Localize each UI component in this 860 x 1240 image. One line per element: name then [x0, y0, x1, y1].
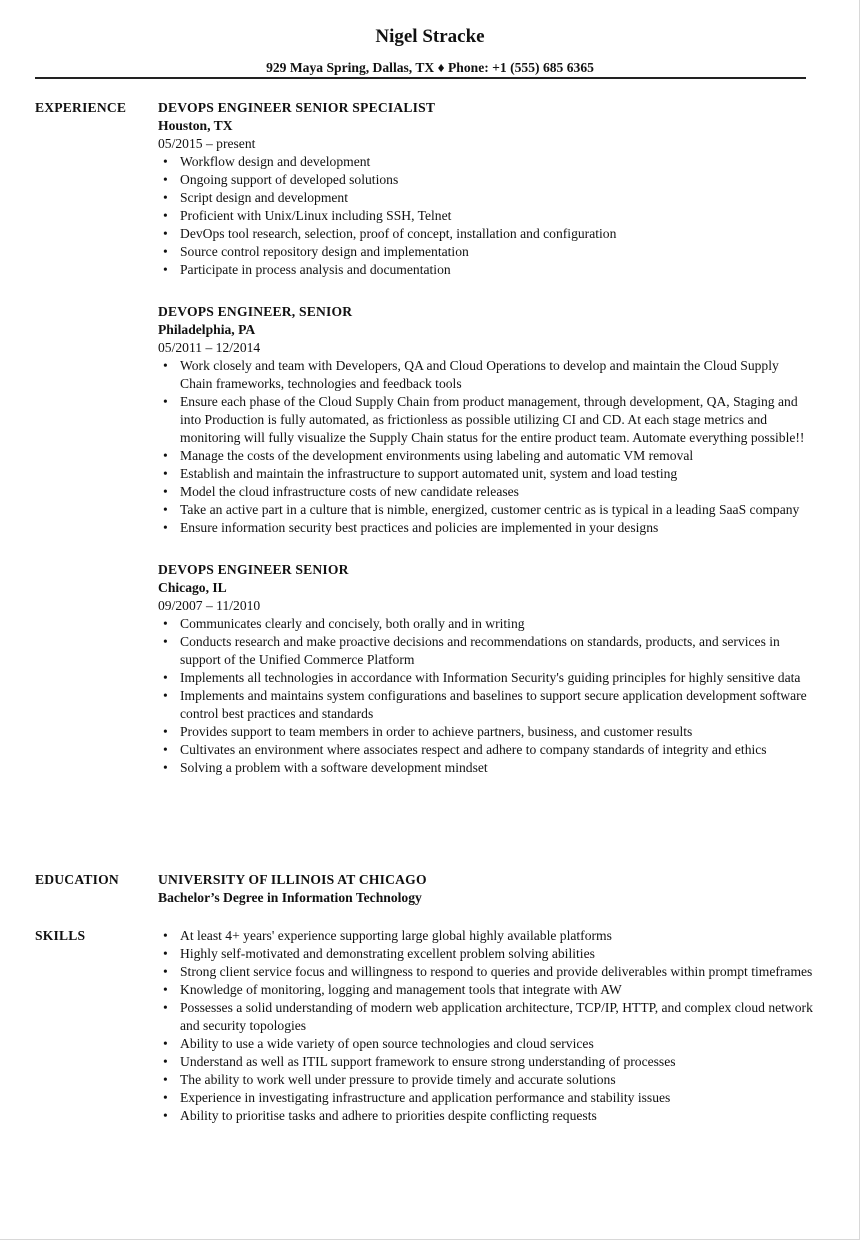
job-bullets: [158, 615, 814, 777]
school-name: UNIVERSITY OF ILLINOIS AT CHICAGO: [158, 872, 427, 887]
job-title: DEVOPS ENGINEER SENIOR SPECIALIST: [158, 100, 436, 115]
education-heading: EDUCATION: [35, 872, 119, 887]
list-item: • Take an active part in a culture that is nimble, energized, customer centric as is typical in a leading SaaS company: [180, 501, 814, 519]
job-entry: [158, 303, 814, 537]
list-item: • Ensure each phase of the Cloud Supply Chain from product management, through development, QA, Staging and into Production is fully automated, as frictionless as possible utilizing CI and CD. At each stage metrics and monitoring will fully visualize the Supply Chain status for the entire product team. Automate everything possible!!: [180, 393, 814, 447]
list-item: • The ability to work well under pressure to provide timely and accurate solutions: [180, 1071, 814, 1089]
list-item: • Strong client service focus and willingness to respond to queries and provide deliverables within prompt timeframes: [180, 963, 814, 981]
list-item: • Experience in investigating infrastructure and application performance and stability issues: [180, 1089, 814, 1107]
contact-line: 929 Maya Spring, Dallas, TX ♦ Phone: +1 (555) 685 6365: [266, 60, 594, 75]
list-item: • Cultivates an environment where associates respect and adhere to company standards of integrity and ethics: [180, 741, 814, 759]
list-item: • Ability to prioritise tasks and adhere to priorities despite conflicting requests: [180, 1107, 814, 1125]
list-item: • DevOps tool research, selection, proof of concept, installation and configuration: [180, 225, 814, 243]
list-item: • Implements and maintains system configurations and baselines to support secure application development software control best practices and standards: [180, 687, 814, 723]
list-item: • Possesses a solid understanding of modern web application architecture, TCP/IP, HTTP, and complex cloud network and security topologies: [180, 999, 814, 1035]
skills-body: [158, 927, 814, 1125]
list-item: • Conducts research and make proactive decisions and recommendations on standards, products, and services in support of the Unified Commerce Platform: [180, 633, 814, 669]
education-body: [158, 871, 814, 907]
job-location: Chicago, IL: [158, 580, 227, 595]
experience-body: [158, 99, 814, 801]
list-item: • Highly self-motivated and demonstrating excellent problem solving abilities: [180, 945, 814, 963]
job-entry: [158, 561, 814, 777]
list-item: • Understand as well as ITIL support framework to ensure strong understanding of processes: [180, 1053, 814, 1071]
list-item: • Ensure information security best practices and policies are implemented in your designs: [180, 519, 814, 537]
list-item: • Manage the costs of the development environments using labeling and automatic VM removal: [180, 447, 814, 465]
list-item: • Workflow design and development: [180, 153, 814, 171]
list-item: • Script design and development: [180, 189, 814, 207]
skills-heading: SKILLS: [35, 928, 86, 943]
job-entry: [158, 99, 814, 279]
job-location: Houston, TX: [158, 118, 233, 133]
header-divider: [35, 77, 806, 79]
list-item: • Model the cloud infrastructure costs of new candidate releases: [180, 483, 814, 501]
list-item: • Work closely and team with Developers, QA and Cloud Operations to develop and maintain the Cloud Supply Chain frameworks, technologies and feedback tools: [180, 357, 814, 393]
job-location: Philadelphia, PA: [158, 322, 256, 337]
job-dates: 05/2015 – present: [158, 136, 256, 151]
job-dates: 05/2011 – 12/2014: [158, 340, 261, 355]
candidate-name: Nigel Stracke: [375, 26, 485, 47]
list-item: • Participate in process analysis and documentation: [180, 261, 814, 279]
list-item: • Provides support to team members in order to achieve partners, business, and customer results: [180, 723, 814, 741]
list-item: • Solving a problem with a software development mindset: [180, 759, 814, 777]
list-item: • Establish and maintain the infrastructure to support automated unit, system and load testing: [180, 465, 814, 483]
list-item: • At least 4+ years' experience supporting large global highly available platforms: [180, 927, 814, 945]
list-item: • Proficient with Unix/Linux including SSH, Telnet: [180, 207, 814, 225]
experience-heading: EXPERIENCE: [35, 100, 127, 115]
skills-list: [158, 927, 814, 1125]
list-item: • Implements all technologies in accordance with Information Security's guiding principles for highly sensitive data: [180, 669, 814, 687]
job-title: DEVOPS ENGINEER SENIOR: [158, 562, 349, 577]
job-bullets: [158, 153, 814, 279]
job-title: DEVOPS ENGINEER, SENIOR: [158, 304, 353, 319]
list-item: • Ongoing support of developed solutions: [180, 171, 814, 189]
list-item: • Communicates clearly and concisely, both orally and in writing: [180, 615, 814, 633]
list-item: • Source control repository design and implementation: [180, 243, 814, 261]
degree: Bachelor’s Degree in Information Technology: [158, 890, 422, 905]
list-item: • Knowledge of monitoring, logging and management tools that integrate with AW: [180, 981, 814, 999]
list-item: • Ability to use a wide variety of open source technologies and cloud services: [180, 1035, 814, 1053]
job-bullets: [158, 357, 814, 537]
job-dates: 09/2007 – 11/2010: [158, 598, 261, 613]
